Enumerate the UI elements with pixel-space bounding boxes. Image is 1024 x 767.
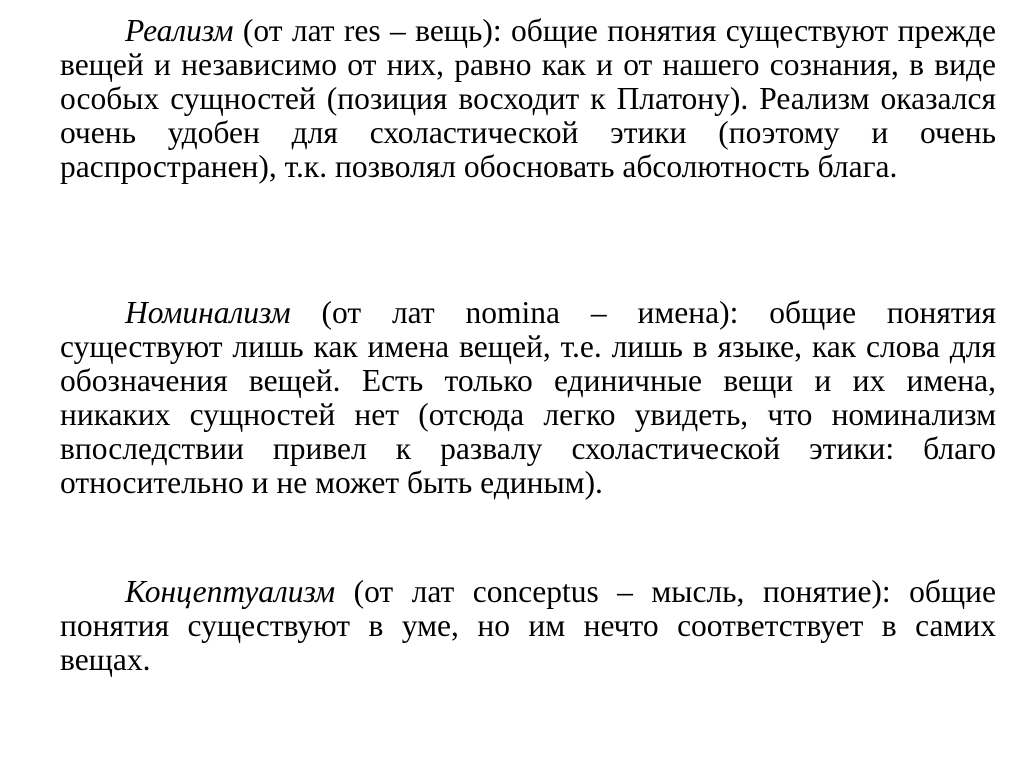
paragraph-conceptualism	[60, 575, 996, 677]
definition-conceptualism: (от лат conceptus – мысль, понятие): общие понятия существуют в уме, но им нечто соответствует в самих вещах.	[60, 574, 996, 677]
definition-nominalism: (от лат nomina – имена): общие понятия существуют лишь как имена вещей, т.е. лишь в языке, как слова для обозначения вещей. Есть только единичные вещи и их имена, никаких сущностей нет (отсюда легко увидеть, что номинализм впоследствии привел к развалу схоластической этики: благо относительно и не может быть единым).	[60, 295, 996, 500]
definition-realism: (от лат res – вещь): общие понятия существуют прежде вещей и независимо от них, равно как и от нашего сознания, в виде особых сущностей (позиция восходит к Платону). Реализм оказался очень удобен для схоластической этики (поэтому и очень распространен), т.к. позволял обосновать абсолютность блага.	[60, 13, 996, 184]
term-conceptualism: Концептуализм	[125, 574, 336, 609]
term-realism: Реализм	[125, 13, 234, 48]
paragraph-nominalism	[60, 296, 996, 500]
paragraph-realism	[60, 14, 996, 184]
term-nominalism: Номинализм	[125, 295, 291, 330]
